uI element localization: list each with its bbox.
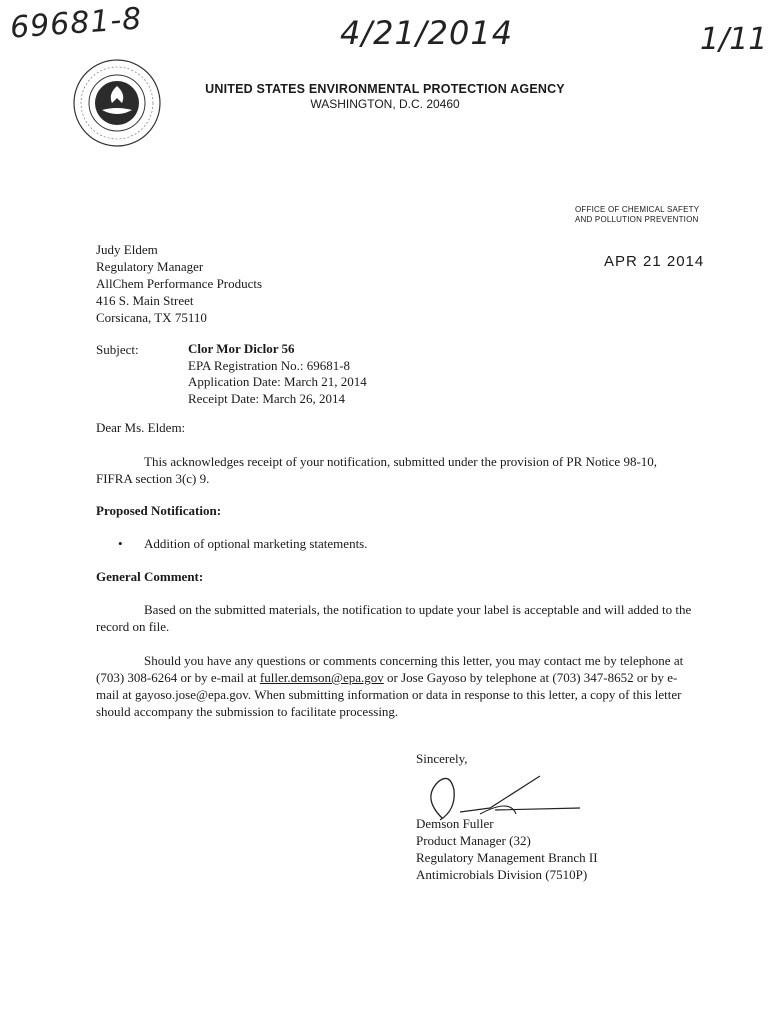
- handwritten-registration-number: 69681-8: [8, 1, 144, 46]
- subject-product: Clor Mor Diclor 56: [188, 341, 295, 356]
- proposed-notification-heading: Proposed Notification:: [96, 503, 222, 518]
- recipient-address: [96, 241, 262, 326]
- paragraph-contact: [96, 652, 696, 720]
- handwritten-date: 4/21/2014: [340, 14, 514, 52]
- signer-branch: Regulatory Management Branch II: [416, 850, 598, 865]
- recipient-title: Regulatory Manager: [96, 259, 204, 274]
- paragraph-contact-text-2: or Jose Gayoso by telephone at (703) 347-8652 or by e-mail at gayoso.jose@epa.gov. When submitting information or data in response to this letter, a copy of this letter should accompany the submission to facilitate processing.: [96, 670, 682, 719]
- paragraph-general-comment: [96, 601, 696, 635]
- office-name: [575, 205, 699, 225]
- subject-label: Subject:: [96, 342, 139, 357]
- subject-application-date: Application Date: March 21, 2014: [188, 374, 367, 389]
- office-line-2: AND POLLUTION PREVENTION: [575, 215, 699, 224]
- bullet-icon: •: [118, 536, 123, 551]
- signer-name: Demson Fuller: [416, 816, 494, 831]
- subject-block: [188, 341, 367, 407]
- paragraph-acknowledgement-text: This acknowledges receipt of your notification, submitted under the provision of PR Notice 98-10, FIFRA section 3(c) 9.: [96, 454, 658, 486]
- handwritten-mark: 1/11: [700, 22, 768, 57]
- paragraph-general-comment-text: Based on the submitted materials, the notification to update your label is acceptable and will added to the record on file.: [96, 602, 692, 634]
- signature-block: [416, 815, 598, 883]
- email-link-fuller[interactable]: fuller.demson@epa.gov: [259, 670, 384, 685]
- general-comment-heading: General Comment:: [96, 569, 204, 584]
- subject-registration: EPA Registration No.: 69681-8: [188, 357, 351, 373]
- recipient-city: Corsicana, TX 75110: [96, 310, 207, 325]
- salutation: Dear Ms. Eldem:: [96, 420, 186, 435]
- recipient-company: AllChem Performance Products: [96, 276, 263, 291]
- subject-receipt-date: Receipt Date: March 26, 2014: [188, 390, 346, 406]
- proposed-item-text: Addition of optional marketing statements.: [144, 536, 368, 551]
- paragraph-acknowledgement: [96, 453, 696, 487]
- signer-division: Antimicrobials Division (7510P): [416, 867, 588, 882]
- signer-title: Product Manager (32): [416, 833, 531, 848]
- date-stamp: APR 21 2014: [604, 253, 705, 270]
- recipient-street: 416 S. Main Street: [96, 293, 194, 308]
- recipient-name: Judy Eldem: [96, 242, 158, 257]
- office-line-1: OFFICE OF CHEMICAL SAFETY: [575, 205, 700, 214]
- paragraph-contact-text-1: Should you have any questions or comments concerning this letter, you may contact me by telephone at (703) 308-6264 or by e-mail at: [96, 653, 684, 685]
- agency-location: WASHINGTON, D.C. 20460: [310, 97, 460, 111]
- closing: Sincerely,: [416, 751, 468, 766]
- proposed-item: [118, 536, 368, 552]
- agency-name: UNITED STATES ENVIRONMENTAL PROTECTION AGENCY: [205, 82, 565, 96]
